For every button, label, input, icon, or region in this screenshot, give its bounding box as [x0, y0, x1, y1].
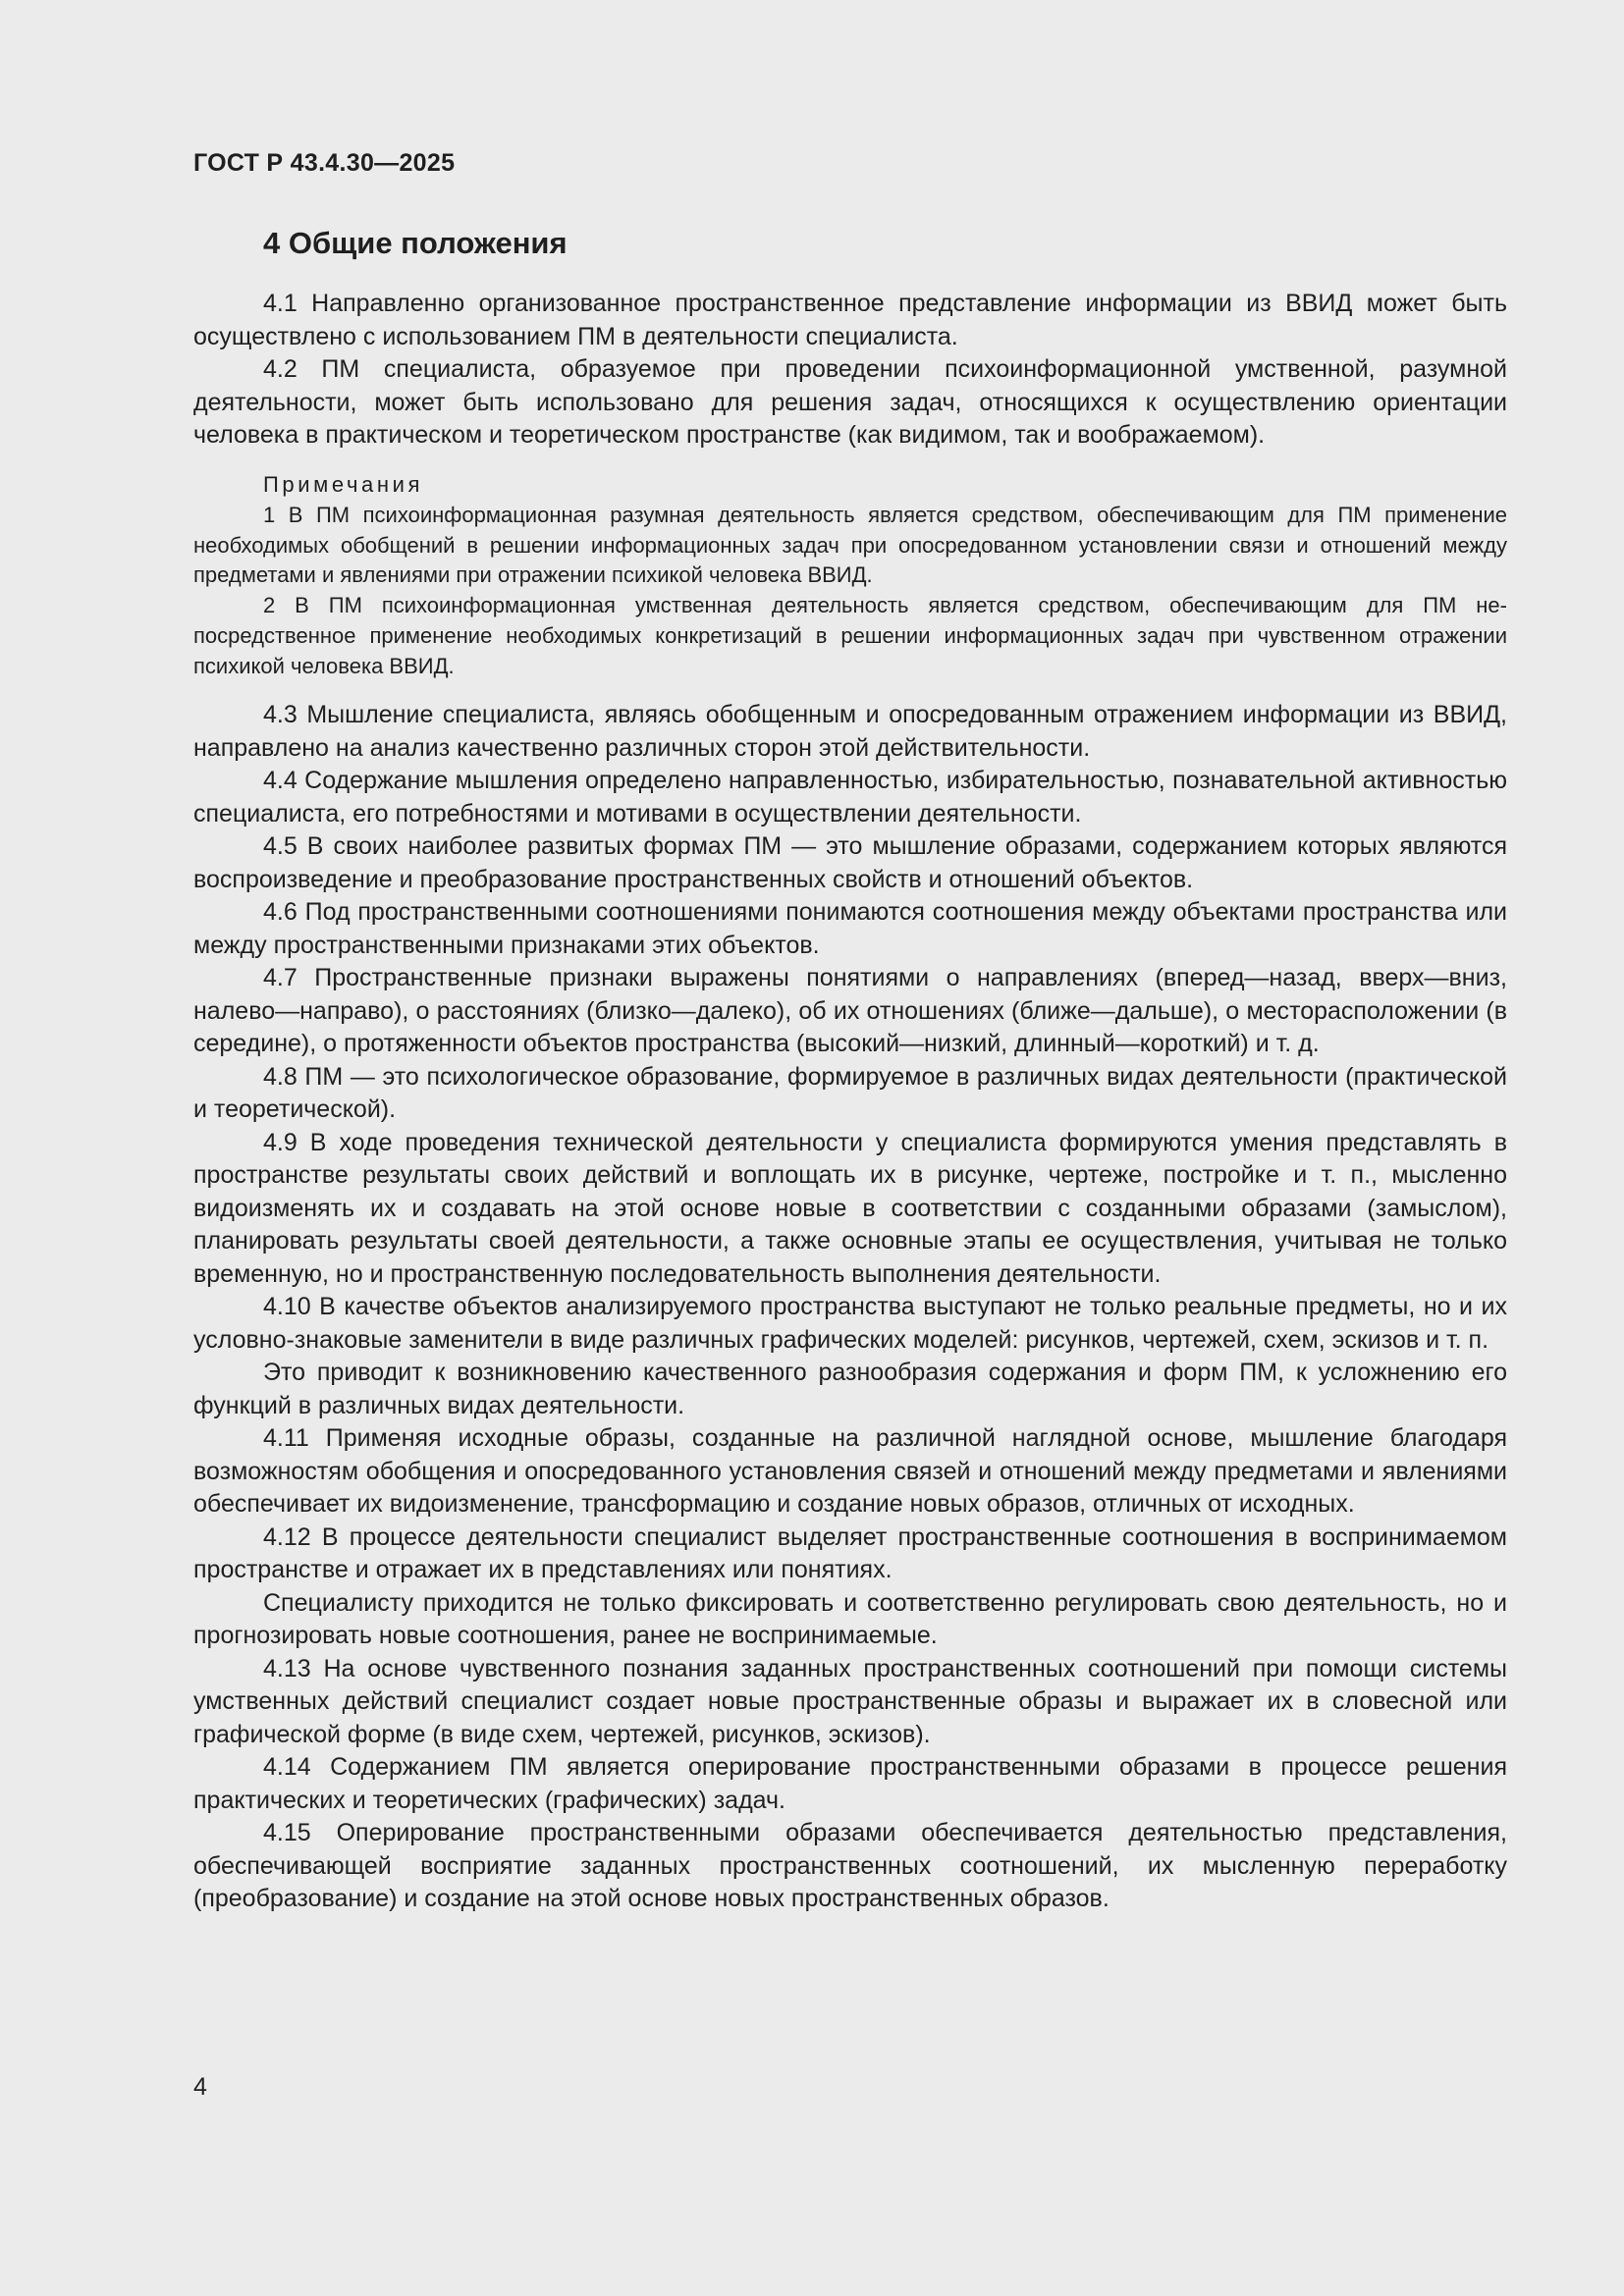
note-item-1: 1 В ПМ психоинформационная разумная деятельность является средством, обеспечивающим для ПМ применение необходимых обобщений в решении информационных задач при опосредованном установлении связи и отношений между предметами и явлениями при отражении психикой человека ВВИД.	[193, 502, 1507, 588]
paragraph-4-1: 4.1 Направленно организованное пространственное представление информации из ВВИД может быть осуществлено с использованием ПМ в деятельности специалиста.	[193, 290, 1507, 350]
paragraph-4-5: 4.5 В своих наиболее развитых формах ПМ — это мышление образами, содержанием которых являются воспроизведение и преобразование пространственных свойств и отношений объектов.	[193, 832, 1507, 893]
paragraph-4-3: 4.3 Мышление специалиста, являясь обобщенным и опосредованным отражением информации из ВВИД, направлено на анализ качественно различных сторон этой действительности.	[193, 701, 1507, 762]
paragraph-4-7: 4.7 Пространственные признаки выражены понятиями о направлениях (вперед—назад, вверх—вниз, налево—направо), о расстояниях (близко—далеко), об их отношениях (ближе—дальше), о месторасположении (в середине), о протяженности объектов пространства (высокий—низкий, длинный—короткий) и т. д.	[193, 964, 1507, 1057]
section-title: 4 Общие положения	[263, 226, 568, 260]
paragraph-4-12: 4.12 В процессе деятельности специалист выделяет пространственные соотношения в воспринимаемом пространстве и отражает их в представлениях или понятиях.	[193, 1522, 1507, 1583]
paragraph-4-10-continued: Это приводит к возникновению качественного разнообразия содержания и форм ПМ, к усложнению его функций в различных видах деятельности.	[193, 1359, 1507, 1419]
paragraph-4-13: 4.13 На основе чувственного познания заданных пространственных соотношений при помощи системы умственных действий специалист создает новые пространственные образы и выражает их в словесной или графической форме (в виде схем, чертежей, рисунков, эскизов).	[193, 1654, 1507, 1748]
paragraph-4-4: 4.4 Содержание мышления определено направленностью, избирательностью, познавательной активностью специалиста, его потребностями и мотивами в осуществлении деятельности.	[193, 767, 1507, 828]
paragraph-4-9: 4.9 В ходе проведения технической деятельности у специалиста формируются умения представлять в пространстве результаты своих действий и воплощать их в рисунке, чертеже, постройке и т. п., мысленно видоизменять их и создавать на этой основе новые в соответствии с созданными образами (замыслом), планировать результаты своей деятельности, а также основные этапы ее осуществления, учитывая не только временную, но и пространственную последовательность выполнения деятельности.	[193, 1128, 1507, 1288]
paragraph-4-10: 4.10 В качестве объектов анализируемого пространства выступают не только реальные предметы, но и их условно-знаковые заменители в виде различных графических моделей: рисунков, чертежей, схем, эскизов и т. п.	[193, 1293, 1507, 1354]
paragraph-4-8: 4.8 ПМ — это психологическое образование, формируемое в различных видах деятельности (практической и теоретической).	[193, 1062, 1507, 1123]
page-number: 4	[193, 2073, 207, 2101]
notes-title: Примечания	[263, 472, 424, 497]
paragraph-4-2: 4.2 ПМ специалиста, образуемое при проведении психоинформационной умственной, разумной деятельности, может быть использовано для решения задач, относящихся к осуществлению ориентации человека в практическом и теоретическом пространстве (как видимом, так и воображаемом).	[193, 355, 1507, 449]
standard-header: ГОСТ Р 43.4.30—2025	[193, 149, 456, 177]
paragraph-4-6: 4.6 Под пространственными соотношениями понимаются соотношения между объектами пространства или между пространственными признаками этих объектов.	[193, 898, 1507, 959]
paragraph-4-15: 4.15 Оперирование пространственными образами обеспечивается деятельностью представления, обеспечивающей восприятие заданных пространственных соотношений, их мысленную переработку (преобразование) и создание на этой основе новых пространственных образов.	[193, 1819, 1507, 1912]
notes-block	[193, 470, 1507, 682]
paragraphs-top	[193, 288, 1507, 453]
paragraph-4-14: 4.14 Содержанием ПМ является оперирование пространственными образами в процессе решения практических и теоретических (графических) задач.	[193, 1753, 1507, 1814]
paragraphs-main	[193, 699, 1507, 1916]
paragraph-4-12-continued: Специалисту приходится не только фиксировать и соответственно регулировать свою деятельность, но и прогнозировать новые соотношения, ранее не воспринимаемые.	[193, 1588, 1507, 1649]
note-item-2: 2 В ПМ психоинформационная умственная деятельность является средством, обеспечивающим для ПМ непосредственное применение необходимых конкретизаций в решении информационных задач при чувственном отражении психикой человека ВВИД.	[193, 593, 1507, 678]
paragraph-4-11: 4.11 Применяя исходные образы, созданные на различной наглядной основе, мышление благодаря возможностям обобщения и опосредованного установления связей и отношений между предметами и явлениями обеспечивает их видоизменение, трансформацию и создание новых образов, отличных от исходных.	[193, 1424, 1507, 1518]
